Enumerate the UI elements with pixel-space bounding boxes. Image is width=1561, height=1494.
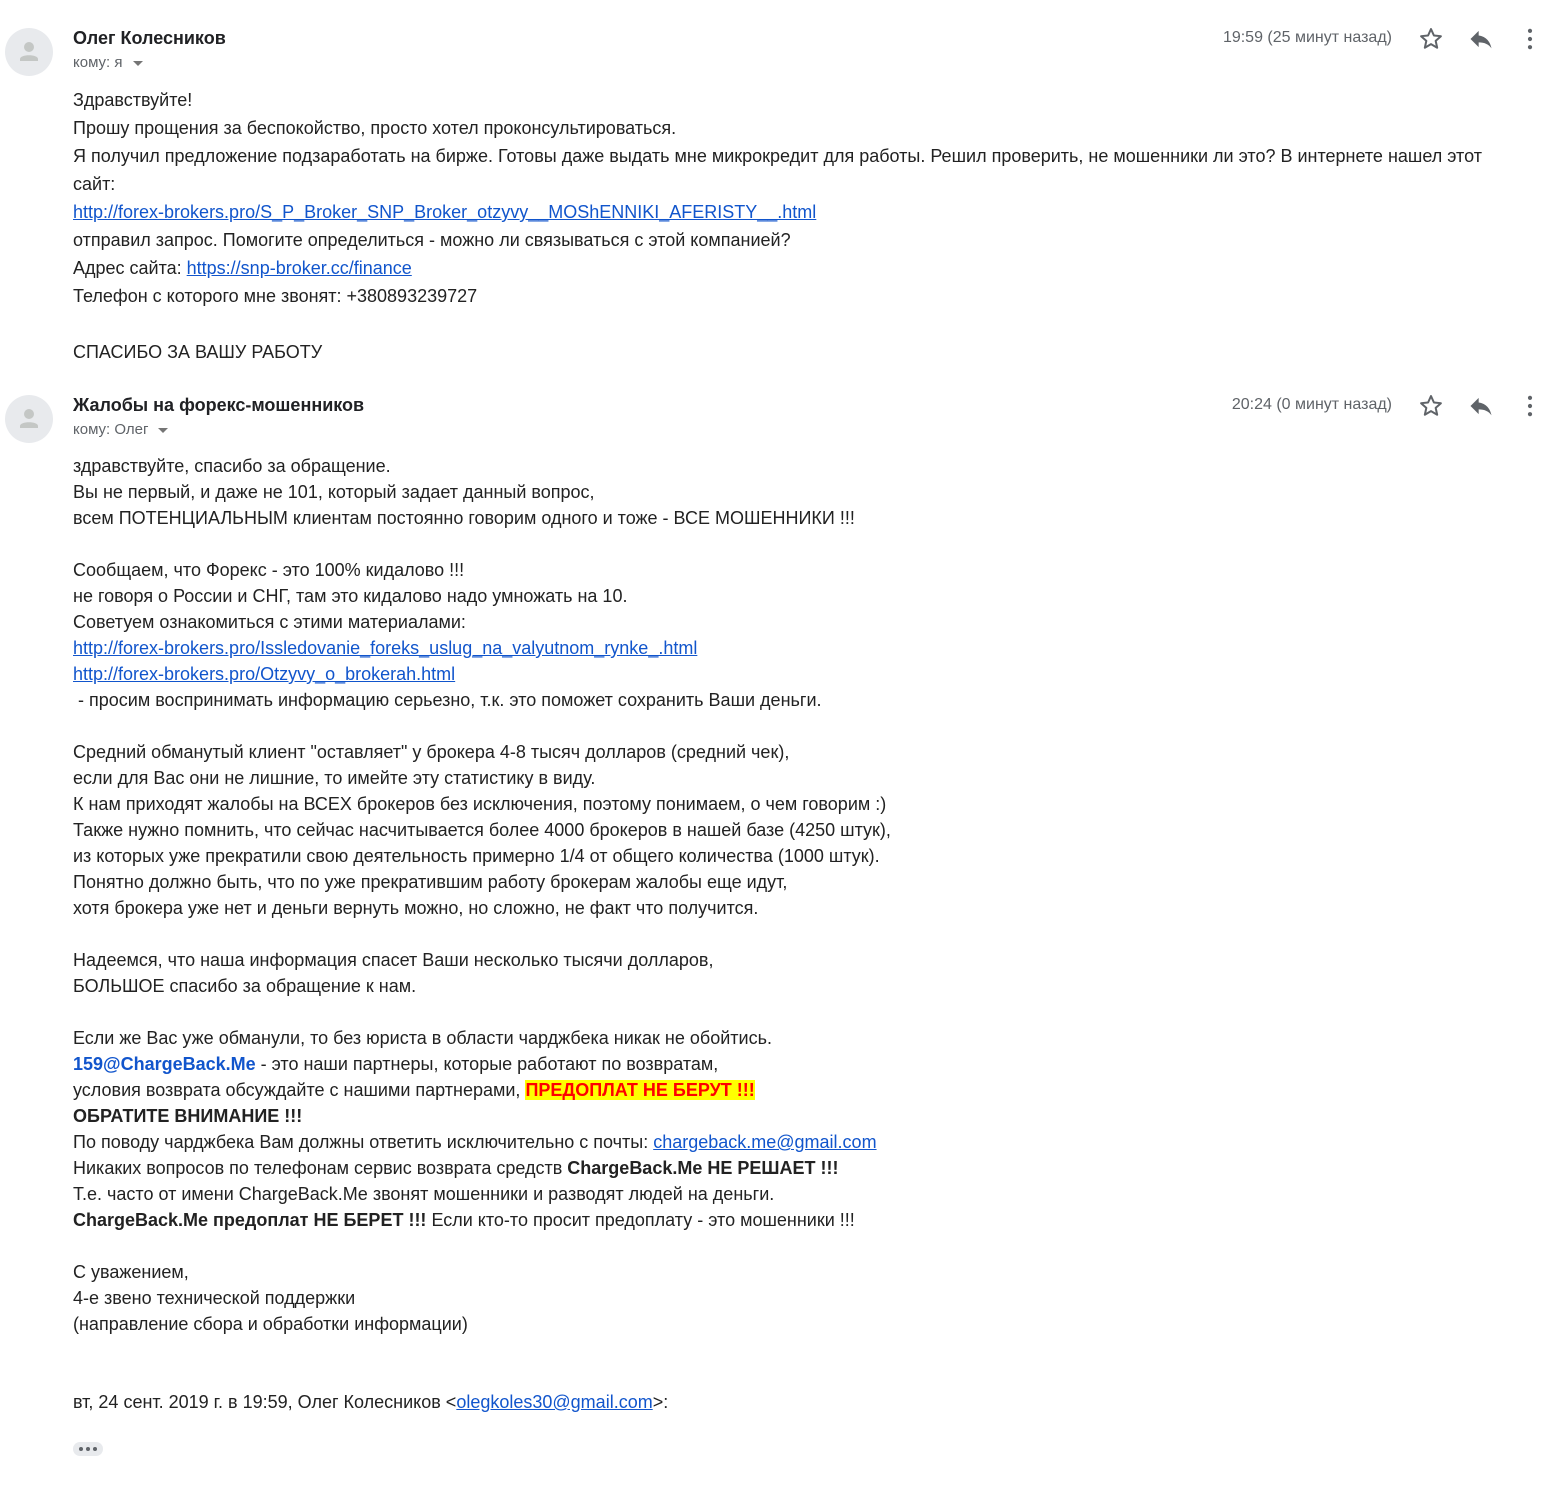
site-label: Адрес сайта: [73, 258, 187, 278]
quote-prefix: вт, 24 сент. 2019 г. в 19:59, Олег Колесников < [73, 1392, 457, 1412]
phone-text: Никаких вопросов по телефонам сервис возврата средств [73, 1158, 568, 1178]
body-line: хотя брокера уже нет и деньги вернуть можно, но сложно, не факт что получится. [73, 898, 759, 918]
prepayment-text: Если кто-то просит предоплату - это мошенники !!! [426, 1210, 855, 1230]
phone-line [73, 1155, 1521, 1181]
site-address-line [73, 254, 1521, 282]
partner-name: 159@ChargeBack.Me [73, 1054, 256, 1074]
reply-button[interactable] [1467, 25, 1495, 53]
signature-line: С уважением, [73, 1262, 189, 1282]
star-button[interactable] [1417, 392, 1445, 420]
body-line: не говоря о России и СНГ, там это кидалово надо умножать на 10. [73, 586, 628, 606]
body-line: если для Вас они не лишние, то имейте эту статистику в виду. [73, 768, 596, 788]
body-line: из которых уже прекратили свою деятельность примерно 1/4 от общего количества (1000 штук). [73, 846, 880, 866]
chevron-down-icon [158, 428, 168, 433]
quote-email-link[interactable]: olegkoles30@gmail.com [456, 1392, 653, 1412]
reply-icon [1467, 392, 1495, 420]
dot-icon [86, 1447, 90, 1451]
signature-line: 4-е звено технической поддержки [73, 1288, 356, 1308]
research-link[interactable]: http://forex-brokers.pro/Issledovanie_foreks_uslug_na_valyutnom_rynke_.html [73, 638, 698, 658]
recipient-details[interactable] [73, 421, 168, 438]
star-button[interactable] [1417, 25, 1445, 53]
body-line: Средний обманутый клиент "оставляет" у брокера 4-8 тысяч долларов (средний чек), [73, 742, 790, 762]
email-line [73, 1129, 1521, 1155]
phone-bold: ChargeBack.Me НЕ РЕШАЕТ !!! [567, 1158, 839, 1178]
body-line: отправил запрос. Помогите определиться - можно ли связываться с этой компанией? [73, 230, 791, 250]
more-vert-icon [1516, 25, 1544, 53]
message-time: 19:59 (25 минут назад) [1222, 29, 1392, 46]
body-line: всем ПОТЕНЦИАЛЬНЫМ клиентам постоянно говорим одного и тоже - ВСЕ МОШЕННИКИ !!! [73, 508, 855, 528]
quote-header [73, 1389, 1521, 1415]
body-line: Вы не первый, и даже не 101, который задает данный вопрос, [73, 482, 595, 502]
person-icon [5, 395, 53, 443]
body-line: Если же Вас уже обманули, то без юриста в области чарджбека никак не обойтись. [73, 1028, 772, 1048]
quote-suffix: >: [652, 1392, 669, 1412]
recipient-details[interactable] [73, 54, 143, 71]
star-icon [1417, 25, 1445, 53]
person-icon [5, 28, 53, 76]
more-options-button[interactable] [1516, 25, 1544, 53]
body-line: Т.е. часто от имени ChargeBack.Me звонят мошенники и разводят людей на деньги. [73, 1184, 775, 1204]
body-line: здравствуйте, спасибо за обращение. [73, 456, 391, 476]
more-options-button[interactable] [1516, 392, 1544, 420]
body-line: СПАСИБО ЗА ВАШУ РАБОТУ [73, 342, 323, 362]
message-time: 20:24 (0 минут назад) [1231, 396, 1392, 413]
star-icon [1417, 392, 1445, 420]
no-prepayment-highlight: ПРЕДОПЛАТ НЕ БЕРУТ !!! [525, 1080, 755, 1100]
sender-name[interactable]: Олег Колесников [73, 28, 226, 48]
body-line: Я получил предложение подзаработать на бирже. Готовы даже выдать мне микрокредит для работы. Решил проверить, не мошенники ли это? В интернете нашел этот сайт: [73, 146, 1482, 194]
dot-icon [93, 1447, 97, 1451]
body-line: БОЛЬШОЕ спасибо за обращение к нам. [73, 976, 417, 996]
avatar [5, 395, 53, 443]
site-link[interactable]: https://snp-broker.cc/finance [186, 258, 412, 278]
chargeback-email-link[interactable]: chargeback.me@gmail.com [653, 1132, 877, 1152]
sender-name[interactable]: Жалобы на форекс-мошенников [73, 395, 365, 415]
forex-brokers-link[interactable]: http://forex-brokers.pro/S_P_Broker_SNP_Broker_otzyvy__MOShENNIKI_AFERISTY__.html [73, 202, 817, 222]
body-line: Сообщаем, что Форекс - это 100% кидалово !!! [73, 560, 465, 580]
body-line: К нам приходят жалобы на ВСЕХ брокеров без исключения, поэтому понимаем, о чем говорим :) [73, 794, 887, 814]
avatar [5, 28, 53, 76]
recipient-label: кому: Олег [73, 421, 149, 438]
prepayment-line [73, 1207, 1521, 1233]
chevron-down-icon [133, 61, 143, 66]
body-line: Надеемся, что наша информация спасет Ваши несколько тысячи долларов, [73, 950, 714, 970]
body-line: Здравствуйте! [73, 90, 193, 110]
body-line: Понятно должно быть, что по уже прекратившим работу брокерам жалобы еще идут, [73, 872, 788, 892]
signature-line: (направление сбора и обработки информации) [73, 1314, 468, 1334]
dot-icon [79, 1447, 83, 1451]
message-body [73, 453, 1521, 1415]
email-text: По поводу чарджбека Вам должны ответить исключительно с почты: [73, 1132, 654, 1152]
show-trimmed-content-button[interactable] [73, 1442, 103, 1456]
body-line: Советуем ознакомиться с этими материалами: [73, 612, 466, 632]
partner-line [73, 1051, 1521, 1077]
body-line: Также нужно помнить, что сейчас насчитывается более 4000 брокеров в нашей базе (4250 штук), [73, 820, 891, 840]
body-line: Прошу прощения за беспокойство, просто хотел проконсультироваться. [73, 118, 677, 138]
terms-text: условия возврата обсуждайте с нашими партнерами, [73, 1080, 526, 1100]
reply-button[interactable] [1467, 392, 1495, 420]
recipient-label: кому: я [73, 54, 123, 71]
body-line: Телефон с которого мне звонят: +380893239727 [73, 286, 478, 306]
message-body [73, 86, 1521, 366]
terms-line [73, 1077, 1521, 1103]
reply-icon [1467, 25, 1495, 53]
attention-line: ОБРАТИТЕ ВНИМАНИЕ !!! [73, 1106, 303, 1126]
prepayment-bold: ChargeBack.Me предоплат НЕ БЕРЕТ !!! [73, 1210, 427, 1230]
partner-text: - это наши партнеры, которые работают по возвратам, [255, 1054, 719, 1074]
body-line: - просим воспринимать информацию серьезно, т.к. это поможет сохранить Ваши деньги. [73, 690, 822, 710]
reviews-link[interactable]: http://forex-brokers.pro/Otzyvy_o_brokerah.html [73, 664, 456, 684]
more-vert-icon [1516, 392, 1544, 420]
